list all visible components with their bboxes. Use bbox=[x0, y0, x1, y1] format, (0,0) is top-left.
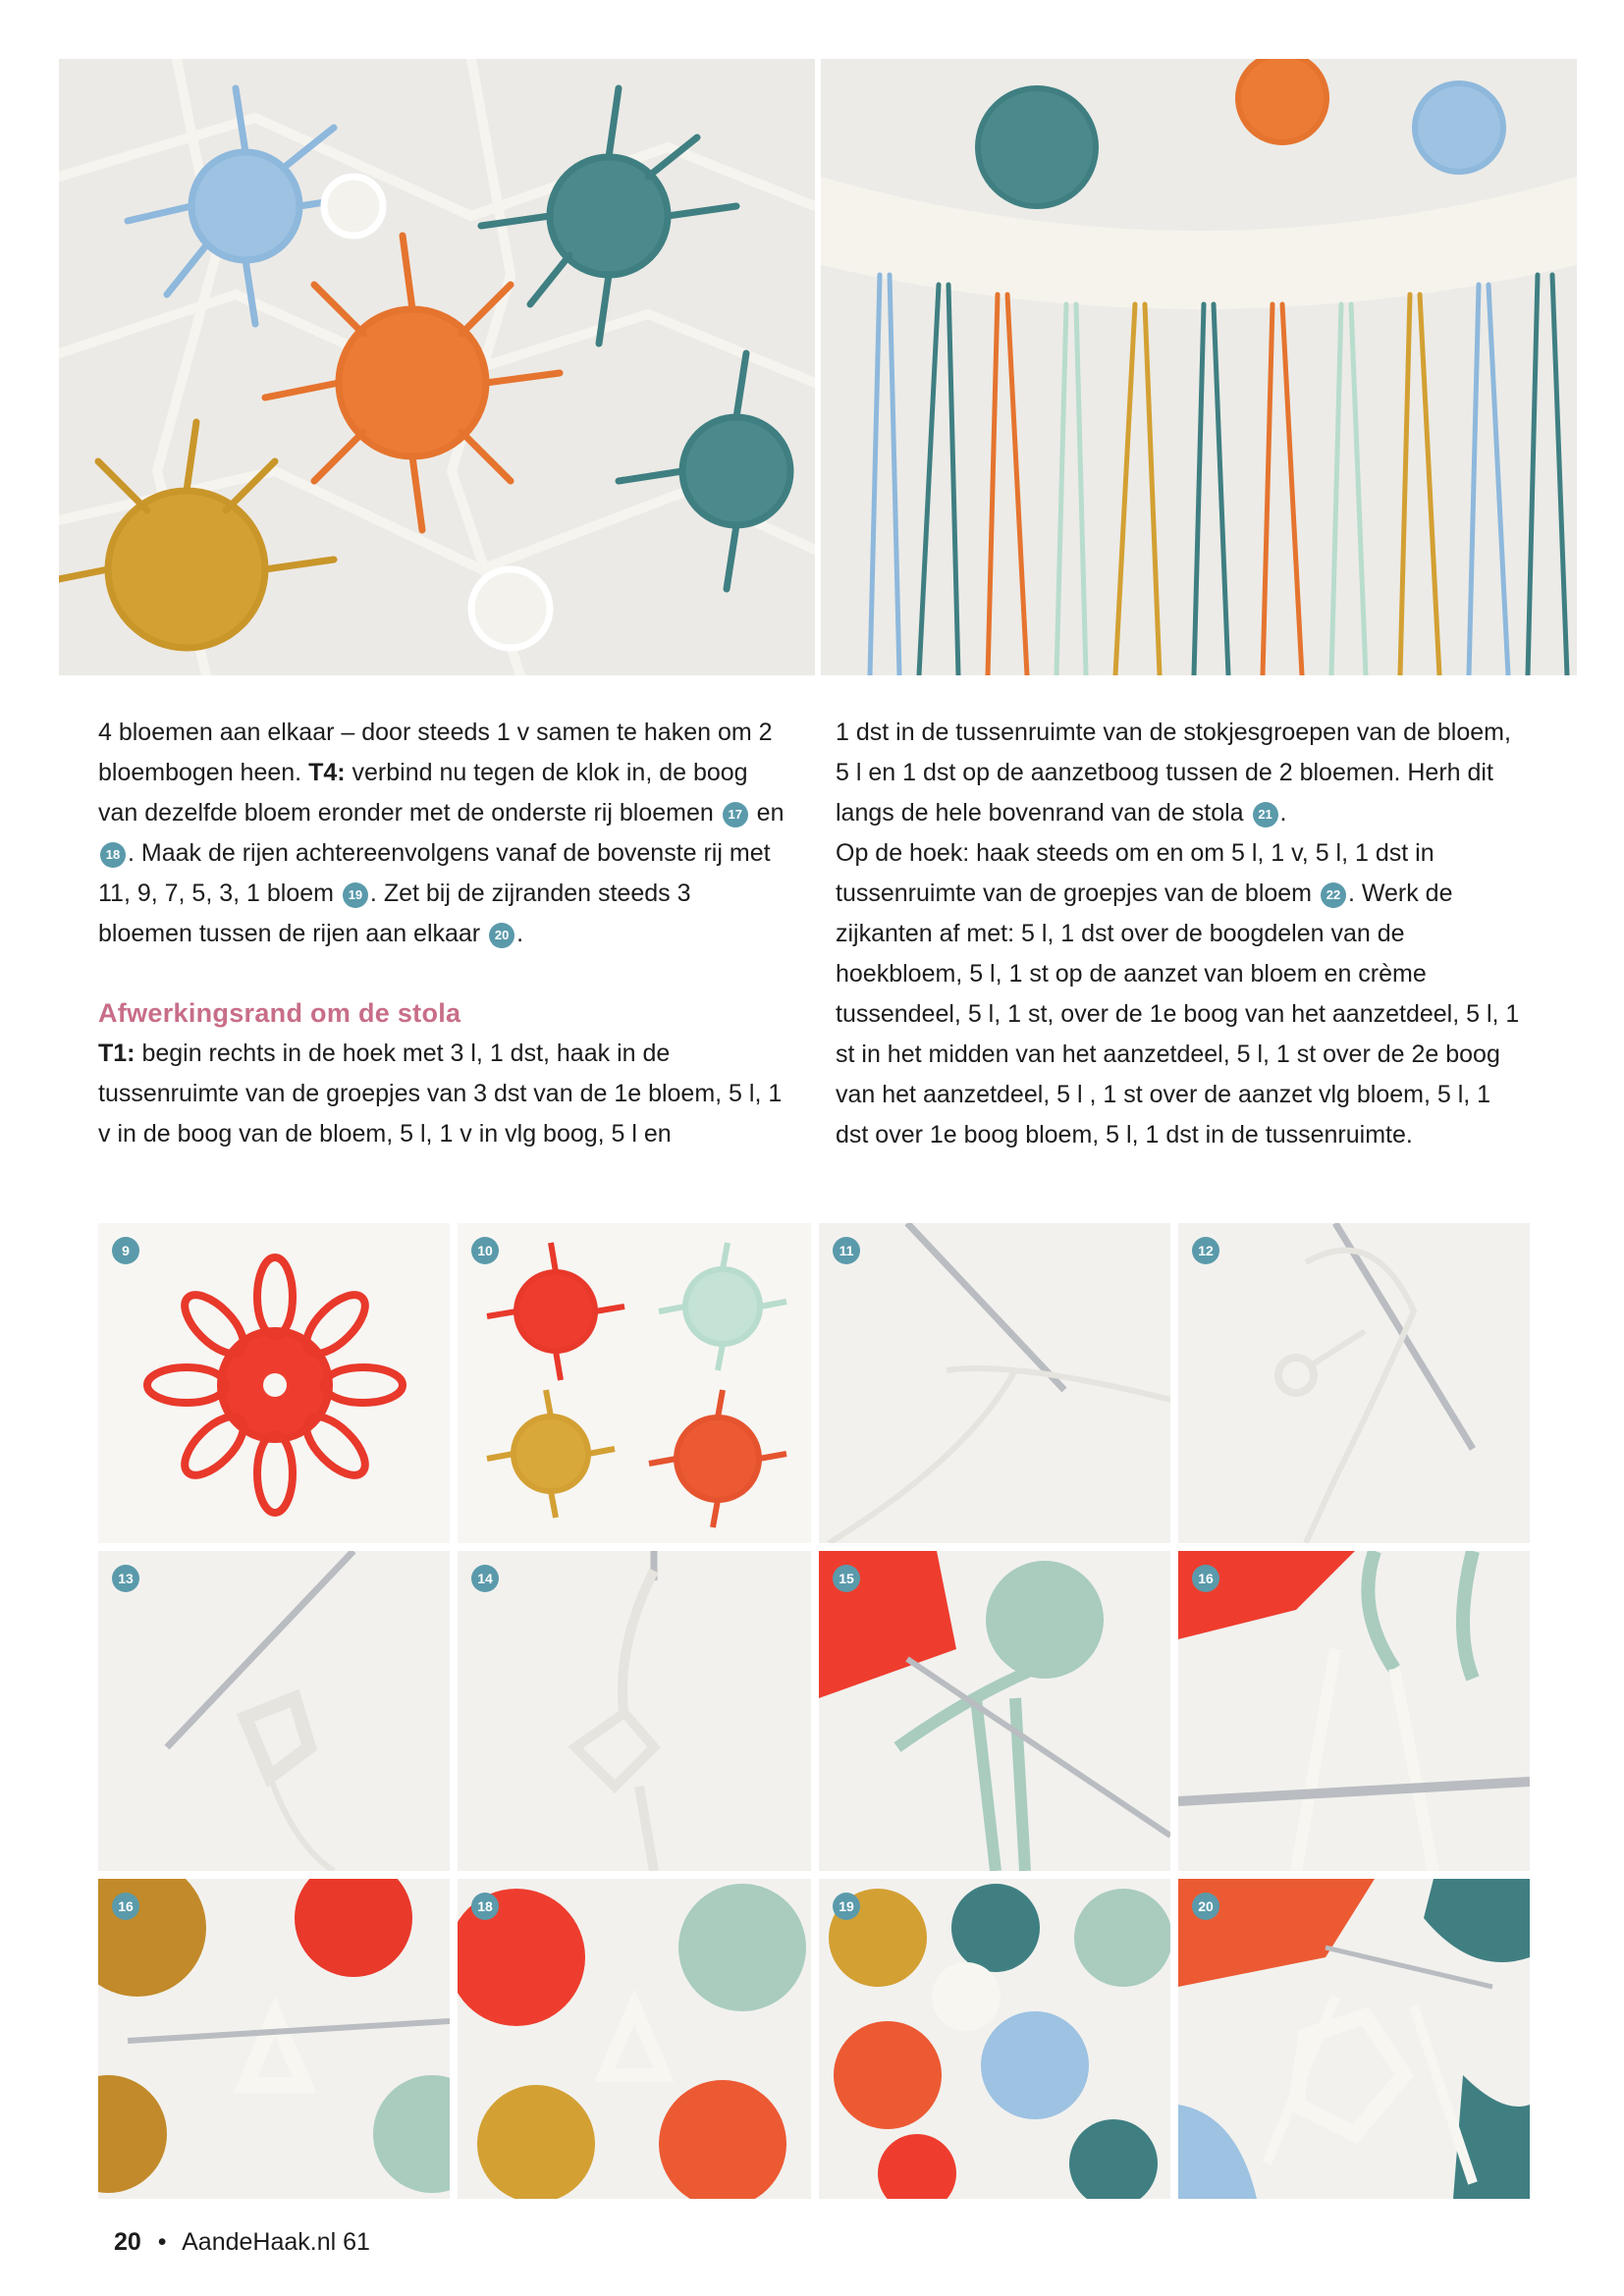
step-badge: 18 bbox=[471, 1893, 499, 1920]
step-badge: 10 bbox=[471, 1237, 499, 1264]
step-badge: 16 bbox=[112, 1893, 139, 1920]
instruction-paragraph-2: T1: begin rechts in de hoek met 3 l, 1 dst, haak in de tussenruimte van de groepjes van 3 dst van de 1e bloem, 5 l, 1 v in de boog van de bloem, 5 l, 1 v in vlg boog, 5 l en bbox=[98, 1040, 783, 1148]
text-column-left bbox=[98, 713, 785, 1154]
section-heading: Afwerkingsrand om de stola bbox=[98, 998, 461, 1028]
instruction-paragraph-4: Op de hoek: haak steeds om en om 5 l, 1 v, 5 l, 1 dst in tussenruimte van de groepjes van de bloem 22 . Werk de zijkanten af met: 5 l, 1 dst over de boogdelen van de hoekbloem, 5 l, 1 st op de aanzet van bloem en crème tussendeel, 5 l, 1 st, over de 1e boog van het aanzetdeel, 5 l, 1 st in het midden van het aanzetdeel, 5 l, 1 st over de 2e boog van het aanzetdeel, 5 l , 1 st over de aanzet vlg bloem, 5 l, 1 dst over 1e boog bloem, 5 l, 1 dst in de tussenruimte. bbox=[836, 839, 1520, 1148]
step-photo-16b bbox=[98, 1879, 450, 2199]
step-ref-21: 21 bbox=[1253, 802, 1278, 828]
round-label-t4: T4: bbox=[308, 759, 346, 786]
page-number: 20 bbox=[114, 2228, 141, 2256]
step-badge: 13 bbox=[112, 1565, 139, 1592]
step-photo-11 bbox=[819, 1223, 1170, 1543]
step-ref-18: 18 bbox=[100, 842, 126, 868]
footer-bullet: • bbox=[157, 2228, 167, 2256]
round-label-t1: T1: bbox=[98, 1040, 135, 1067]
step-badge: 15 bbox=[833, 1565, 860, 1592]
step-photo-13 bbox=[98, 1551, 450, 1871]
step-badge: 12 bbox=[1192, 1237, 1219, 1264]
page-footer bbox=[114, 2228, 370, 2257]
instruction-paragraph-1: 4 bloemen aan elkaar – door steeds 1 v samen te haken om 2 bloembogen heen. T4: verbind nu tegen de klok in, de boog van dezelfde bloem eronder met de onderste rij bloemen 17 en 18 . Maak de rijen achtereenvolgens vanaf de bovenste rij met 11, 9, 7, 5, 3, 1 bloem 19 . Zet bij de zijranden steeds 3 bloemen tussen de rijen aan elkaar 20 . bbox=[98, 719, 785, 947]
step-badge: 16 bbox=[1192, 1565, 1219, 1592]
step-photo-19 bbox=[819, 1879, 1170, 2199]
step-badge: 19 bbox=[833, 1893, 860, 1920]
photo-fringe-closeup bbox=[821, 59, 1577, 675]
step-photo-14 bbox=[458, 1551, 811, 1871]
instruction-paragraph-3: 1 dst in de tussenruimte van de stokjesgroepen van de bloem, 5 l en 1 dst op de aanzetboog tussen de 2 bloemen. Herh dit langs de hele bovenrand van de stola 21 . bbox=[836, 719, 1511, 827]
step-photo-12 bbox=[1178, 1223, 1530, 1543]
step-photo-20 bbox=[1178, 1879, 1530, 2199]
photo-flowers-closeup bbox=[59, 59, 815, 675]
text-column-right bbox=[836, 713, 1523, 1155]
step-photo-15 bbox=[819, 1551, 1170, 1871]
step-photo-10 bbox=[458, 1223, 811, 1543]
step-photo-16 bbox=[1178, 1551, 1530, 1871]
step-badge: 14 bbox=[471, 1565, 499, 1592]
step-badge: 11 bbox=[833, 1237, 860, 1264]
step-photo-9 bbox=[98, 1223, 450, 1543]
step-badge: 9 bbox=[112, 1237, 139, 1264]
step-ref-20: 20 bbox=[489, 923, 514, 948]
step-photo-18 bbox=[458, 1879, 811, 2199]
step-ref-19: 19 bbox=[343, 882, 368, 908]
magazine-name: AandeHaak.nl 61 bbox=[182, 2228, 370, 2256]
step-badge: 20 bbox=[1192, 1893, 1219, 1920]
step-ref-17: 17 bbox=[723, 802, 748, 828]
step-ref-22: 22 bbox=[1321, 882, 1346, 908]
